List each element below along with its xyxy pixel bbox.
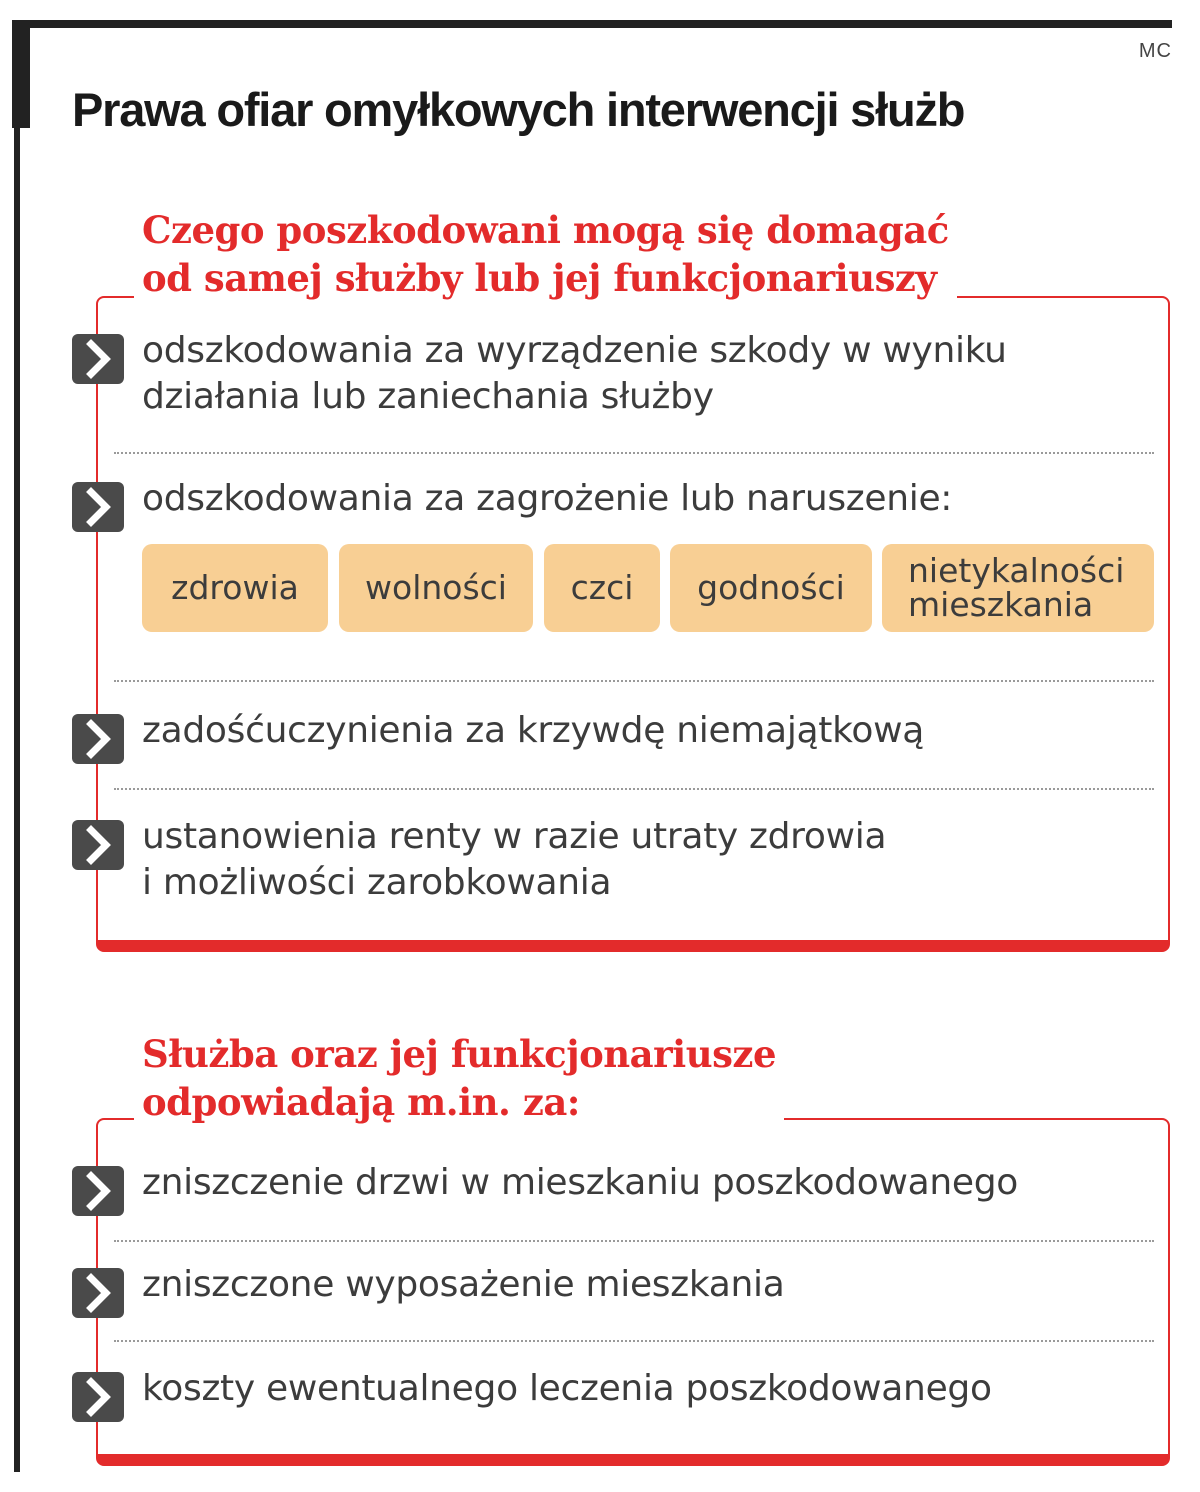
chip-honor: czci: [544, 544, 660, 632]
section-claims-title-line1: Czego poszkodowani mogą się domagać: [142, 208, 949, 252]
list-item-line1: ustanowienia renty w razie utraty zdrowia: [142, 816, 887, 857]
list-item-line2: i możliwości zarobkowania: [142, 862, 612, 903]
list-item-line1: odszkodowania za zagrożenie lub naruszenie:: [142, 478, 953, 519]
divider: [114, 680, 1154, 682]
author-credit: MC: [1138, 40, 1172, 62]
list-item-text: [142, 328, 1007, 420]
section-claims-title-line2: od samej służby lub jej funkcjonariuszy: [142, 256, 937, 300]
list-item-text: [142, 1366, 992, 1412]
chip-freedom: wolności: [339, 544, 533, 632]
chevron-right-icon: [72, 334, 124, 384]
section-claims-title: [134, 206, 957, 302]
list-item-line1: odszkodowania za wyrządzenie szkody w wyniku: [142, 330, 1007, 371]
list-item-text: [142, 1160, 1018, 1206]
chevron-right-icon: [72, 820, 124, 870]
section-liability-title-line1: Służba oraz jej funkcjonariusze: [142, 1032, 776, 1076]
frame-left-rule: [12, 20, 30, 128]
chip-dignity: godności: [670, 544, 872, 632]
divider: [114, 1240, 1154, 1242]
chip-line1: nietykalności: [908, 551, 1125, 590]
list-item-text: [142, 476, 952, 522]
frame-top-rule: [12, 20, 1172, 28]
list-item-text: [142, 1262, 785, 1308]
chevron-right-icon: [72, 1268, 124, 1318]
frame-left-line: [14, 120, 20, 1472]
list-item-line1: zadośćuczynienia za krzywdę niemajątkową: [142, 710, 924, 751]
list-item-text: [142, 708, 924, 754]
list-item-line1: zniszczenie drzwi w mieszkaniu poszkodowanego: [142, 1162, 1019, 1203]
list-item-line2: działania lub zaniechania służby: [142, 376, 714, 417]
chevron-right-icon: [72, 482, 124, 532]
chip-health: zdrowia: [142, 544, 328, 632]
chevron-right-icon: [72, 714, 124, 764]
section-liability-title: [134, 1030, 784, 1126]
list-item-line1: koszty ewentualnego leczenia poszkodowanego: [142, 1368, 992, 1409]
chip-home-inviolability: [882, 544, 1154, 632]
chip-line2: mieszkania: [908, 585, 1094, 624]
list-item-text: [142, 814, 886, 906]
divider: [114, 788, 1154, 790]
chevron-right-icon: [72, 1372, 124, 1422]
section-liability-title-line2: odpowiadają m.in. za:: [142, 1080, 580, 1124]
divider: [114, 1340, 1154, 1342]
divider: [114, 452, 1154, 454]
list-item-line1: zniszczone wyposażenie mieszkania: [142, 1264, 785, 1305]
page-title: Prawa ofiar omyłkowych interwencji służb: [72, 83, 965, 136]
chevron-right-icon: [72, 1166, 124, 1216]
